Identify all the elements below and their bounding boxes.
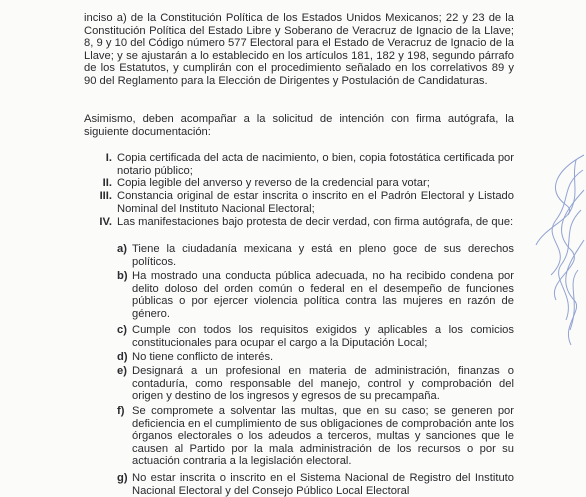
documentation-intro-paragraph: Asimismo, deben acompañar a la solicitud de intención con firma autógrafa, la siguiente documentación: <box>84 113 514 138</box>
sub-item-letter: c) <box>117 324 127 336</box>
signature-icon <box>526 150 586 350</box>
sub-item-letter: d) <box>117 351 128 363</box>
item-number: II. <box>102 177 112 189</box>
item-text: Copia legible del anverso y reverso de la credencial para votar; <box>117 177 430 189</box>
sub-item-letter: e) <box>117 365 127 377</box>
sub-item-letter: b) <box>117 270 128 282</box>
intro-paragraph <box>84 12 514 88</box>
sub-item-text: Tiene la ciudadanía mexicana y está en pleno goce de sus derechos políticos. <box>132 243 514 268</box>
item-number: I. <box>105 152 112 164</box>
sub-item-text: Ha mostrado una conducta pública adecuada, no ha recibido condena por delito doloso del orden común o federal en el desempeño de funciones públicas o por ejercer violencia política contra las mujeres en razón de género. <box>132 270 514 320</box>
sub-item-text: Se compromete a solventar las multas, que en su caso; se generen por deficiencia en el cumplimiento de sus obligaciones de comprobación ante los órganos electorales o los adeudos a terceros, multas y sanciones que le causen al Partido por la mala administración de los recursos o por su actuación contraria a la legislación electoral. <box>132 405 514 468</box>
intro-text: inciso a) de la Constitución Política de los Estados Unidos Mexicanos; 22 y 23 de la Constitución Política del Estado Libre y Soberano de Veracruz de Ignacio de la Llave; 8, 9 y 10 del Código número 577 Electoral para el Estado de Veracruz de Ignacio de la Llave; y se ajustarán a lo establecido en los artículos 181, 182 y 198, segundo párrafo de los Estatutos, y cumplirán con el procedimiento señalado en los correlativos 89 y 90 del Reglamento para la Elección de Dirigentes y Postulación de Candidaturas. <box>84 12 514 87</box>
item-text: Constancia original de estar inscrita o inscrito en el Padrón Electoral y Listado Nominal del Instituto Nacional Electoral; <box>117 190 514 215</box>
sub-item-text: No estar inscrita o inscrito en el Sistema Nacional de Registro del Instituto Nacional Electoral y del Consejo Público Local Electoral <box>132 472 514 497</box>
sub-item-text: No tiene conflicto de interés. <box>132 351 274 363</box>
sub-item-letter: f) <box>117 405 125 417</box>
sub-item-letter: g) <box>117 472 128 484</box>
sub-item-text: Designará a un profesional en materia de administración, finanzas o contaduría, como responsable del manejo, control y comprobación del origen y destino de los ingresos y egresos de su precampaña. <box>132 365 514 403</box>
sub-item-text: Cumple con todos los requisitos exigidos y aplicables a los comicios constitucionales para ocupar el cargo a la Diputación Local; <box>132 324 514 349</box>
item-number: IV. <box>99 216 112 228</box>
item-text: Copia certificada del acta de nacimiento, o bien, copia fotostática certificada por notario público; <box>117 152 514 177</box>
item-text: Las manifestaciones bajo protesta de decir verdad, con firma autógrafa, de que: <box>117 216 514 228</box>
item-number: III. <box>99 190 112 202</box>
sub-item-letter: a) <box>117 243 127 255</box>
